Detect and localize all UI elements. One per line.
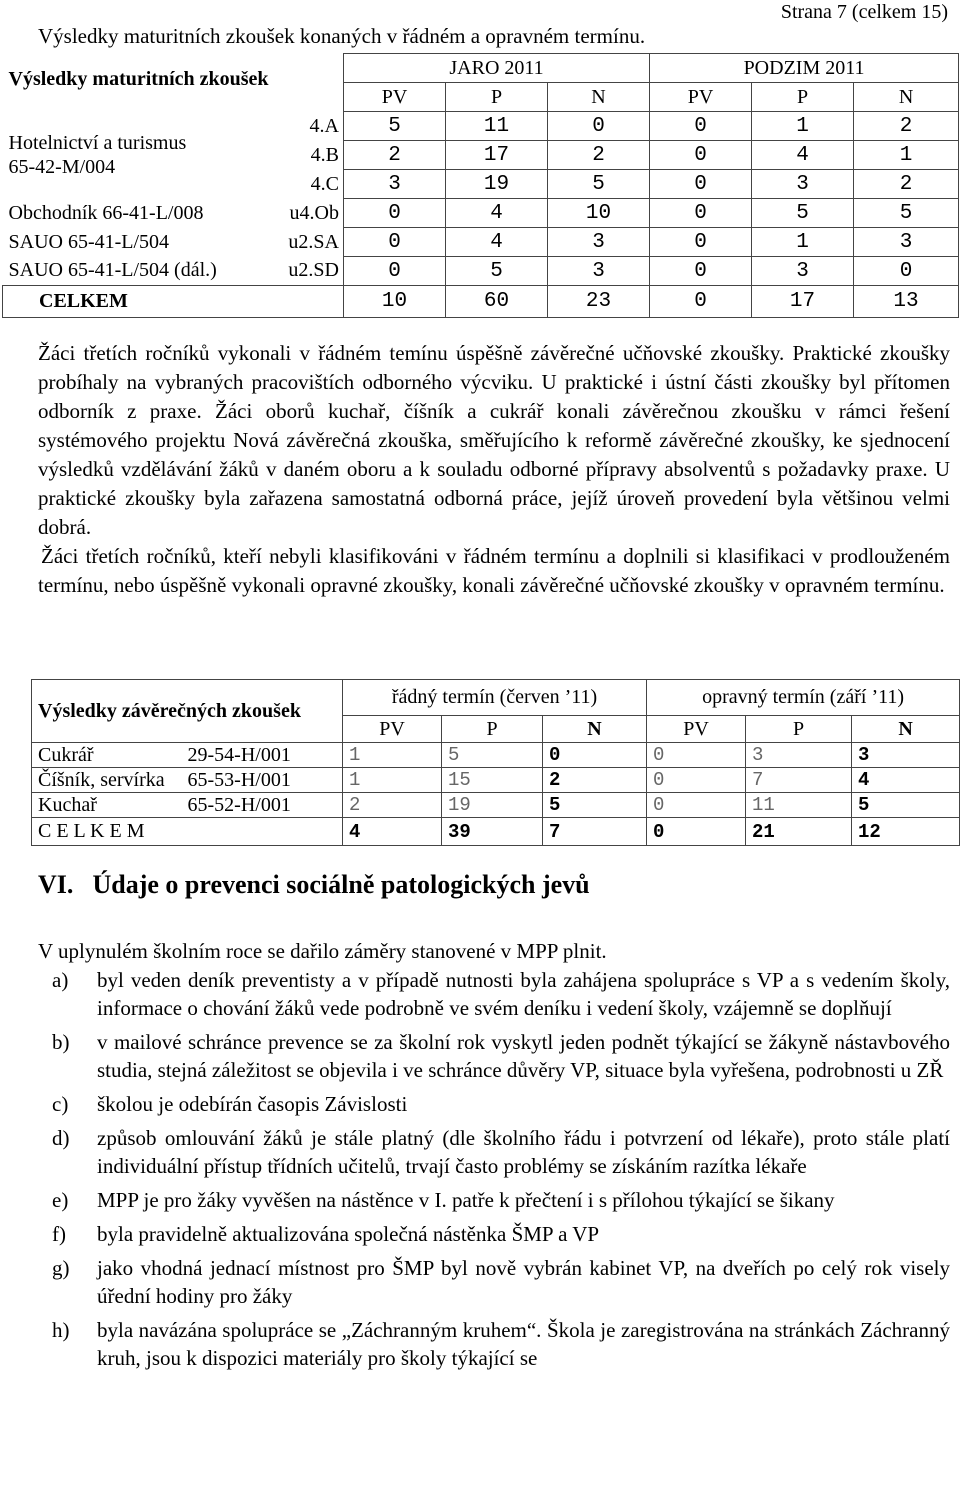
table-row: [32, 768, 960, 793]
group-header-spring: JARO 2011: [344, 54, 650, 83]
value-cell: 4: [446, 199, 548, 228]
list-item: [38, 1124, 950, 1180]
col-header: N: [854, 83, 959, 112]
value-cell: 0: [650, 112, 752, 141]
value-cell: 3: [344, 170, 446, 199]
table1-title: Výsledky maturitních zkoušek: [8, 67, 269, 90]
table-row: [3, 228, 959, 257]
value-cell: 1: [752, 112, 854, 141]
col-header: N: [543, 716, 647, 743]
item-marker: h): [52, 1318, 70, 1342]
item-marker: b): [52, 1030, 70, 1054]
total-cell: 7: [543, 818, 647, 846]
trade-name: Číšník, servírka: [32, 768, 180, 793]
value-cell: 3: [548, 228, 650, 257]
value-cell: 5: [446, 257, 548, 286]
value-cell: 1: [343, 743, 442, 768]
list-item: [38, 1220, 950, 1248]
value-cell: 15: [442, 768, 543, 793]
col-header: P: [442, 716, 543, 743]
item-text: školou je odebírán časopis Závislosti: [97, 1092, 408, 1116]
total-row: [32, 818, 960, 846]
value-cell: 0: [854, 257, 959, 286]
total-cell: 4: [343, 818, 442, 846]
value-cell: 1: [752, 228, 854, 257]
field-name: Hotelnictví a turismus 65-42-M/004: [8, 132, 187, 178]
value-cell: 0: [650, 199, 752, 228]
table2-title: Výsledky závěrečných zkoušek: [32, 680, 343, 743]
body-text: [38, 339, 950, 600]
class-cell: u2.SD: [288, 259, 339, 282]
value-cell: 0: [344, 199, 446, 228]
list-item: [38, 1186, 950, 1214]
col-header: P: [752, 83, 854, 112]
class-cell: u2.SA: [288, 230, 339, 253]
class-cell: 4.C: [310, 172, 339, 195]
item-marker: a): [52, 968, 69, 992]
value-cell: 3: [752, 257, 854, 286]
value-cell: 10: [548, 199, 650, 228]
section-intro: V uplynulém školním roce se dařilo záměry stanovené v MPP plnit.: [38, 939, 607, 963]
class-cell: 4.A: [309, 114, 339, 137]
value-cell: 2: [543, 768, 647, 793]
section-heading: [38, 870, 590, 900]
col-header: N: [548, 83, 650, 112]
trade-name: Kuchař: [32, 793, 180, 818]
value-cell: 0: [344, 228, 446, 257]
total-cell: 10: [344, 286, 446, 318]
maturita-results-table: [2, 53, 959, 318]
value-cell: 0: [650, 228, 752, 257]
value-cell: 0: [647, 768, 746, 793]
value-cell: 0: [647, 743, 746, 768]
value-cell: 11: [446, 112, 548, 141]
total-cell: 12: [852, 818, 960, 846]
value-cell: 3: [752, 170, 854, 199]
list-item: [38, 1254, 950, 1310]
value-cell: 3: [548, 257, 650, 286]
table-row: [3, 257, 959, 286]
value-cell: 19: [446, 170, 548, 199]
class-cell: u4.Ob: [289, 201, 339, 224]
total-cell: 39: [442, 818, 543, 846]
field-name: Obchodník 66-41-L/008: [8, 201, 204, 224]
col-header: PV: [650, 83, 752, 112]
total-row: [3, 286, 959, 318]
page-number: Strana 7 (celkem 15): [780, 1, 948, 23]
value-cell: 5: [854, 199, 959, 228]
value-cell: 2: [854, 170, 959, 199]
value-cell: 1: [343, 768, 442, 793]
table-row: [32, 743, 960, 768]
paragraph: Žáci třetích ročníků, kteří nebyli klasifikováni v řádném termínu a doplnili si klasifikaci v prodlouženém termínu, nebo úspěšně vykonali opravné zkoušky, konali závěrečné učňovské zkoušky v opravném termínu.: [38, 544, 950, 597]
value-cell: 5: [543, 793, 647, 818]
value-cell: 0: [650, 170, 752, 199]
list-item: [38, 1028, 950, 1084]
value-cell: 4: [446, 228, 548, 257]
value-cell: 7: [746, 768, 852, 793]
value-cell: 5: [344, 112, 446, 141]
col-header: PV: [344, 83, 446, 112]
trade-code: 65-52-H/001: [180, 793, 343, 818]
item-marker: g): [52, 1256, 70, 1280]
final-exam-results-table: [31, 679, 960, 846]
value-cell: 17: [446, 141, 548, 170]
item-text: byla pravidelně aktualizována společná nástěnka ŠMP a VP: [97, 1222, 600, 1246]
total-cell: 23: [548, 286, 650, 318]
item-marker: f): [52, 1222, 66, 1246]
class-cell: 4.B: [310, 143, 339, 166]
list-item: [38, 1316, 950, 1372]
list-item: [38, 1090, 950, 1118]
value-cell: 0: [650, 257, 752, 286]
paragraph: Žáci třetích ročníků vykonali v řádném temínu úspěšně závěrečné učňovské zkoušky. Praktické zkoušky probíhaly na vybraných pracovištích odborného výcviku. U praktické i ústní části zkoušky byl přítomen odborník z praxe. Žáci oborů kuchař, číšník a cukrář konali závěrečnou zkoušku v rámci řešení systémového projektu Nová závěrečná zkouška, směřujícího k reformě závěrečné zkoušky, ke sjednocení výsledků vzdělávání žáků v daném oboru a k souladu odborné přípravy absolventů s požadavky praxe. U praktické zkoušky byla zařazena samostatná odborná práce, jejíž úroveň provedení byla většinou velmi dobrá.: [38, 341, 950, 539]
total-cell: 13: [854, 286, 959, 318]
trade-name: Cukrář: [32, 743, 180, 768]
value-cell: 4: [752, 141, 854, 170]
value-cell: 3: [852, 743, 960, 768]
value-cell: 5: [852, 793, 960, 818]
value-cell: 1: [854, 141, 959, 170]
value-cell: 3: [746, 743, 852, 768]
total-cell: 17: [752, 286, 854, 318]
value-cell: 5: [442, 743, 543, 768]
value-cell: 3: [854, 228, 959, 257]
value-cell: 19: [442, 793, 543, 818]
field-name: SAUO 65-41-L/504 (dál.): [8, 259, 217, 282]
total-label: CELKEM: [3, 286, 344, 318]
section-number: VI.: [38, 870, 74, 899]
value-cell: 0: [543, 743, 647, 768]
value-cell: 4: [852, 768, 960, 793]
list-item: [38, 966, 950, 1022]
item-text: v mailové schránce prevence se za školní rok vyskytl jeden podnět týkající se žákyně nástavbového studia, stejná záležitost se objevila i ve schránce důvěry VP, situace byla vyřešena, podrobnosti u ZŘ: [97, 1030, 950, 1082]
col-header: PV: [647, 716, 746, 743]
value-cell: 5: [548, 170, 650, 199]
col-header: N: [852, 716, 960, 743]
value-cell: 0: [647, 793, 746, 818]
total-cell: 60: [446, 286, 548, 318]
prevention-list: [38, 966, 950, 1378]
value-cell: 2: [548, 141, 650, 170]
value-cell: 11: [746, 793, 852, 818]
value-cell: 5: [752, 199, 854, 228]
table-row: [32, 793, 960, 818]
value-cell: 0: [650, 141, 752, 170]
col-header: P: [446, 83, 548, 112]
total-cell: 0: [650, 286, 752, 318]
value-cell: 2: [854, 112, 959, 141]
item-marker: d): [52, 1126, 70, 1150]
group-header-resit: opravný termín (září ’11): [647, 680, 960, 716]
value-cell: 0: [344, 257, 446, 286]
group-header-regular: řádný termín (červen ’11): [343, 680, 647, 716]
col-header: P: [746, 716, 852, 743]
trade-code: 65-53-H/001: [180, 768, 343, 793]
total-cell: 21: [746, 818, 852, 846]
value-cell: 2: [343, 793, 442, 818]
trade-code: 29-54-H/001: [180, 743, 343, 768]
total-cell: 0: [647, 818, 746, 846]
total-label: C E L K E M: [32, 818, 343, 846]
item-marker: c): [52, 1092, 69, 1116]
table1-caption: Výsledky maturitních zkoušek konaných v řádném a opravném termínu.: [38, 24, 646, 48]
table-row: [3, 199, 959, 228]
item-text: MPP je pro žáky vyvěšen na nástěnce v I. patře k přečtení i s přílohou týkající se šikany: [97, 1188, 835, 1212]
item-text: jako vhodná jednací místnost pro ŠMP byl nově vybrán kabinet VP, na dveřích po celý rok visely úřední hodiny pro žáky: [97, 1256, 950, 1308]
item-text: byl veden deník preventisty a v případě nutnosti byla zahájena spolupráce s VP a s vedením školy, informace o chování žáků vede podrobně ve svém deníku i vedení školy, vzájemně se doplňují: [97, 968, 950, 1020]
section-title: Údaje o prevenci sociálně patologických jevů: [92, 870, 590, 899]
item-marker: e): [52, 1188, 69, 1212]
field-name: SAUO 65-41-L/504: [8, 230, 170, 253]
table-row: [3, 112, 959, 141]
group-header-autumn: PODZIM 2011: [650, 54, 959, 83]
value-cell: 0: [548, 112, 650, 141]
value-cell: 2: [344, 141, 446, 170]
col-header: PV: [343, 716, 442, 743]
item-text: byla navázána spolupráce se „Záchranným kruhem“. Škola je zaregistrována na stránkách Záchranný kruh, jsou k dispozici materiály pro školy týkající se: [97, 1318, 950, 1370]
item-text: způsob omlouvání žáků je stále platný (dle školního řádu i potvrzení od lékaře), proto stále platí individuální přístup třídních učitelů, trvají často problémy se získáním razítka lékaře: [97, 1126, 950, 1178]
